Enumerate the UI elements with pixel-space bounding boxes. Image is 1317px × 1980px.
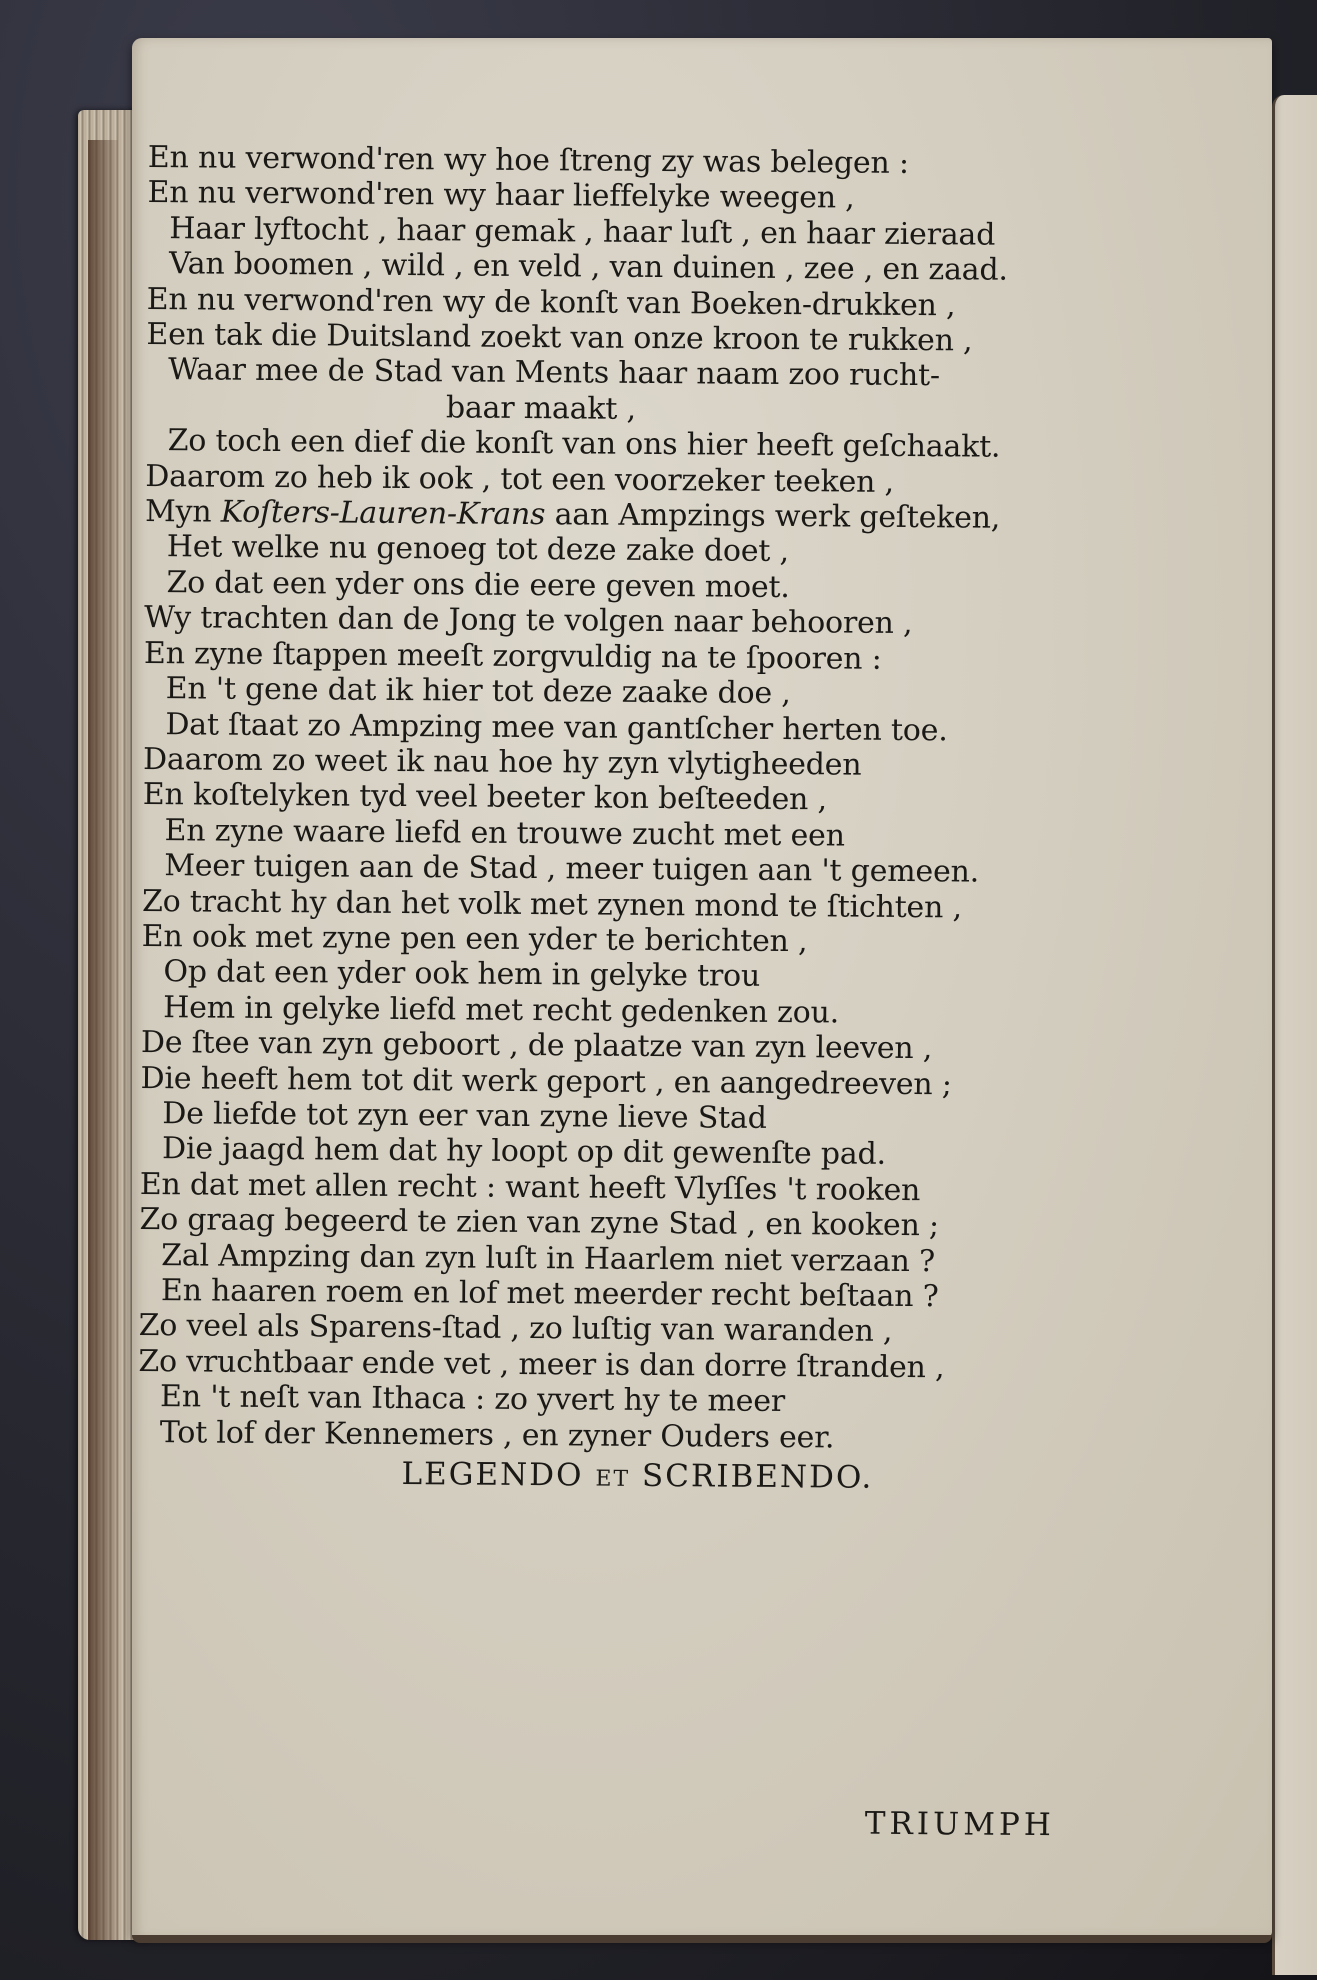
catchword: TRIUMPH <box>864 1805 1055 1844</box>
verse-line: En haaren roem en lof met meerder recht beſtaan ? <box>160 1273 939 1315</box>
verse-line: Daarom zo weet ik nau hoe hy zyn vlytigheeden <box>142 741 862 783</box>
verse-line: Zo veel als Sparens-ſtad , zo luſtig van waranden , <box>138 1308 893 1350</box>
verse-line: Die jaagd hem dat hy loopt op dit gewenſte pad. <box>161 1131 887 1173</box>
poem-text <box>137 140 1228 1844</box>
verse-line: Het welke nu genoeg tot deze zake doet , <box>166 529 790 570</box>
verse-line: Dat ſtaat zo Ampzing mee van gantſcher herten toe. <box>165 706 948 748</box>
verse-text: aan Ampzings werk geſteken, <box>545 497 1001 536</box>
verse-text: Myn <box>144 494 221 530</box>
verse-line: Hem in gelyke liefd met recht gedenken zou. <box>163 989 840 1031</box>
verse-line: En ook met zyne pen een yder te berichten , <box>141 918 808 960</box>
verse-line: En zyne ſtappen meeſt zorgvuldig na te ſpooren : <box>143 635 882 677</box>
verse-line: De liefde tot zyn eer van zyne lieve Stad <box>162 1096 767 1136</box>
verse-line: En nu verwond'ren wy haar lieffelyke weegen , <box>147 175 855 216</box>
book-spine-shadow <box>88 140 118 1940</box>
verse-line: Haar lyftocht , haar gemak , haar luſt , en haar zieraad <box>169 210 996 253</box>
verse-line: En dat met allen recht : want heeft Vlyſſes 't rooken <box>139 1166 921 1208</box>
verse-line: Waar mee de Stad van Ments haar naam zoo rucht- <box>168 352 940 394</box>
verse-line: Zo vruchtbaar ende vet , meer is dan dorre ſtranden , <box>138 1343 945 1386</box>
verse-line: Zo tracht hy dan het volk met zynen mond te ſtichten , <box>141 883 962 925</box>
verse-line: Meer tuigen aan de Stad , meer tuigen aan 't gemeen. <box>164 848 980 890</box>
verse-line: En koſtelyken tyd veel beeter kon beſteeden , <box>142 777 828 818</box>
motto <box>137 1452 1217 1504</box>
motto-word: LEGENDO <box>401 1456 584 1494</box>
motto-word: SCRIBENDO. <box>641 1457 874 1496</box>
motto-conjunction: ET <box>595 1466 631 1492</box>
verse-line: Tot lof der Kennemers , en zyner Ouders eer. <box>159 1414 835 1456</box>
verse-line: Wy trachten dan de Jong te volgen naar behooren , <box>144 600 913 642</box>
facing-page-edge <box>1272 95 1317 1975</box>
verse-line: Die heeft hem tot dit werk geport , en aangedreeven ; <box>140 1060 952 1102</box>
verse-line: Zo dat een yder ons die eere geven moet. <box>166 565 790 605</box>
verse-line: En 't neſt van Ithaca : zo yvert hy te meer <box>159 1379 786 1420</box>
verse-line: Van boomen , wild , en veld , van duinen , zee , en zaad. <box>168 246 1008 288</box>
verse-line: Op dat een yder ook hem in gelyke trou <box>163 954 761 995</box>
verse-line: En zyne waare liefd en trouwe zucht met een <box>164 812 845 854</box>
verse-line: En 't gene dat ik hier tot deze zaake doe , <box>165 671 791 712</box>
verse-line-continuation: baar maakt , <box>445 390 637 427</box>
italic-title: Koſters-Lauren-Krans <box>220 494 546 533</box>
verse-line: Daarom zo heb ik ook , tot een voorzeker teeken , <box>145 458 895 500</box>
verse-line: Een tak die Duitsland zoekt van onze kroon te rukken , <box>146 317 973 359</box>
verse-line: Zal Ampzing dan zyn luſt in Haarlem niet verzaan ? <box>161 1237 936 1279</box>
verse-line: En nu verwond'ren wy de konſt van Boeken-drukken , <box>146 281 956 323</box>
verse-line: De ſtee van zyn geboort , de plaatze van zyn leeven , <box>140 1025 933 1067</box>
verse-line: En nu verwond'ren wy hoe ſtreng zy was belegen : <box>147 140 909 181</box>
verse-line: Zo toch een dief die konſt van ons hier heeft geſchaakt. <box>167 423 1001 465</box>
verse-line: Zo graag begeerd te zien van zyne Stad , en kooken ; <box>139 1202 940 1244</box>
page-bottom-edge <box>132 1935 1272 1943</box>
